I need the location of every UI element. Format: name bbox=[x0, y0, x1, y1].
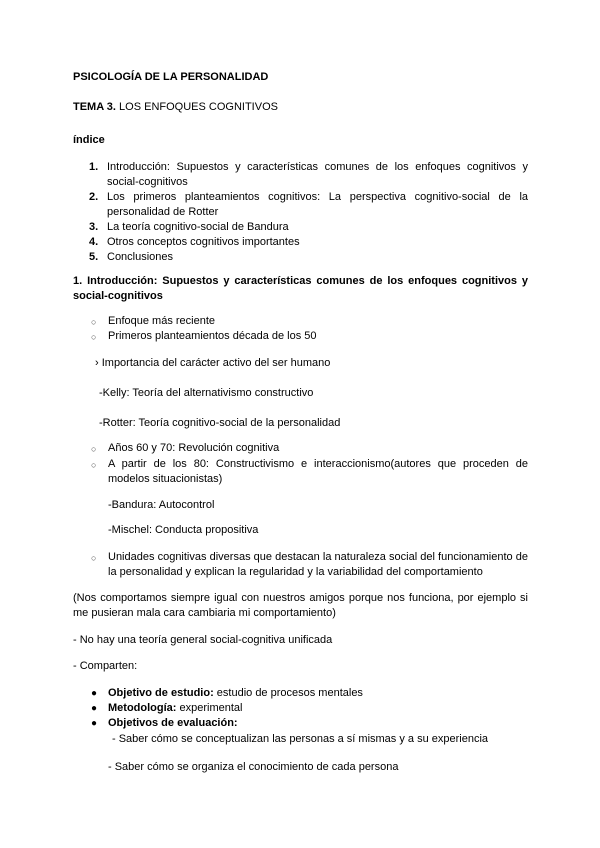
bandura-line: -Bandura: Autocontrol bbox=[108, 499, 215, 511]
circle-bullet-icon: ○ bbox=[91, 553, 97, 563]
list-item: Enfoque más reciente bbox=[108, 315, 216, 327]
list-item: 1. Introducción: Supuestos y características comunes de los enfoques cognitivos y social-cognitivos bbox=[89, 161, 528, 188]
topic-title bbox=[73, 100, 278, 115]
index-list bbox=[73, 160, 528, 265]
no-theory-line: - No hay una teoría general social-cognitiva unificada bbox=[73, 634, 333, 646]
index-heading: índice bbox=[73, 134, 105, 146]
list-item: 5. Conclusiones bbox=[89, 251, 174, 263]
note-paragraph: (Nos comportamos siempre igual con nuestros amigos porque nos funciona, por ejemplo si me pusieran mala cara cambiaria mi comportamiento) bbox=[73, 592, 528, 619]
circle-bullet-icon: ○ bbox=[91, 332, 97, 342]
list-item: Metodología: experimental bbox=[108, 702, 243, 714]
list-item: 3. La teoría cognitivo-social de Bandura bbox=[89, 221, 289, 233]
list-item: 4. Otros conceptos cognitivos importantes bbox=[89, 236, 300, 248]
list-item: Objetivo de estudio: estudio de procesos mentales bbox=[108, 687, 363, 699]
list-item: 2. Los primeros planteamientos cognitivos: La perspectiva cognitivo-social de la personalidad de Rotter bbox=[89, 191, 528, 218]
list-item: Primeros planteamientos década de los 50 bbox=[108, 330, 317, 342]
mischel-line: -Mischel: Conducta propositiva bbox=[108, 524, 259, 536]
share-line: - Comparten: bbox=[73, 660, 138, 672]
kelly-line: -Kelly: Teoría del alternativismo constructivo bbox=[99, 387, 314, 399]
topic-prefix: TEMA 3. bbox=[73, 101, 116, 113]
bullet-dot-icon: ● bbox=[91, 718, 98, 729]
bullet-dot-icon: ● bbox=[91, 703, 98, 714]
list-item: Objetivos de evaluación: bbox=[108, 717, 238, 729]
circle-bullet-icon: ○ bbox=[91, 460, 97, 470]
section-heading: 1. Introducción: Supuestos y características comunes de los enfoques cognitivos y social-cognitivos bbox=[73, 275, 528, 302]
evaluation-line: - Saber cómo se conceptualizan las personas a sí mismas y a su experiencia bbox=[112, 733, 489, 745]
topic-name: LOS ENFOQUES COGNITIVOS bbox=[116, 101, 278, 113]
arrow-note: › Importancia del carácter activo del ser humano bbox=[95, 357, 331, 369]
list-item: A partir de los 80: Constructivismo e interaccionismo(autores que proceden de modelos situacionistas) bbox=[108, 458, 528, 485]
list-item: Años 60 y 70: Revolución cognitiva bbox=[108, 442, 280, 454]
circle-bullet-icon: ○ bbox=[91, 317, 97, 327]
list-item: Unidades cognitivas diversas que destacan la naturaleza social del funcionamiento de la personalidad y explican la regularidad y la variabilidad del comportamiento bbox=[108, 551, 528, 578]
course-title: PSICOLOGÍA DE LA PERSONALIDAD bbox=[73, 71, 269, 83]
bullet-dot-icon: ● bbox=[91, 688, 98, 699]
rotter-line: -Rotter: Teoría cognitivo-social de la personalidad bbox=[99, 417, 341, 429]
evaluation-line: - Saber cómo se organiza el conocimiento de cada persona bbox=[108, 761, 399, 773]
circle-bullet-icon: ○ bbox=[91, 444, 97, 454]
